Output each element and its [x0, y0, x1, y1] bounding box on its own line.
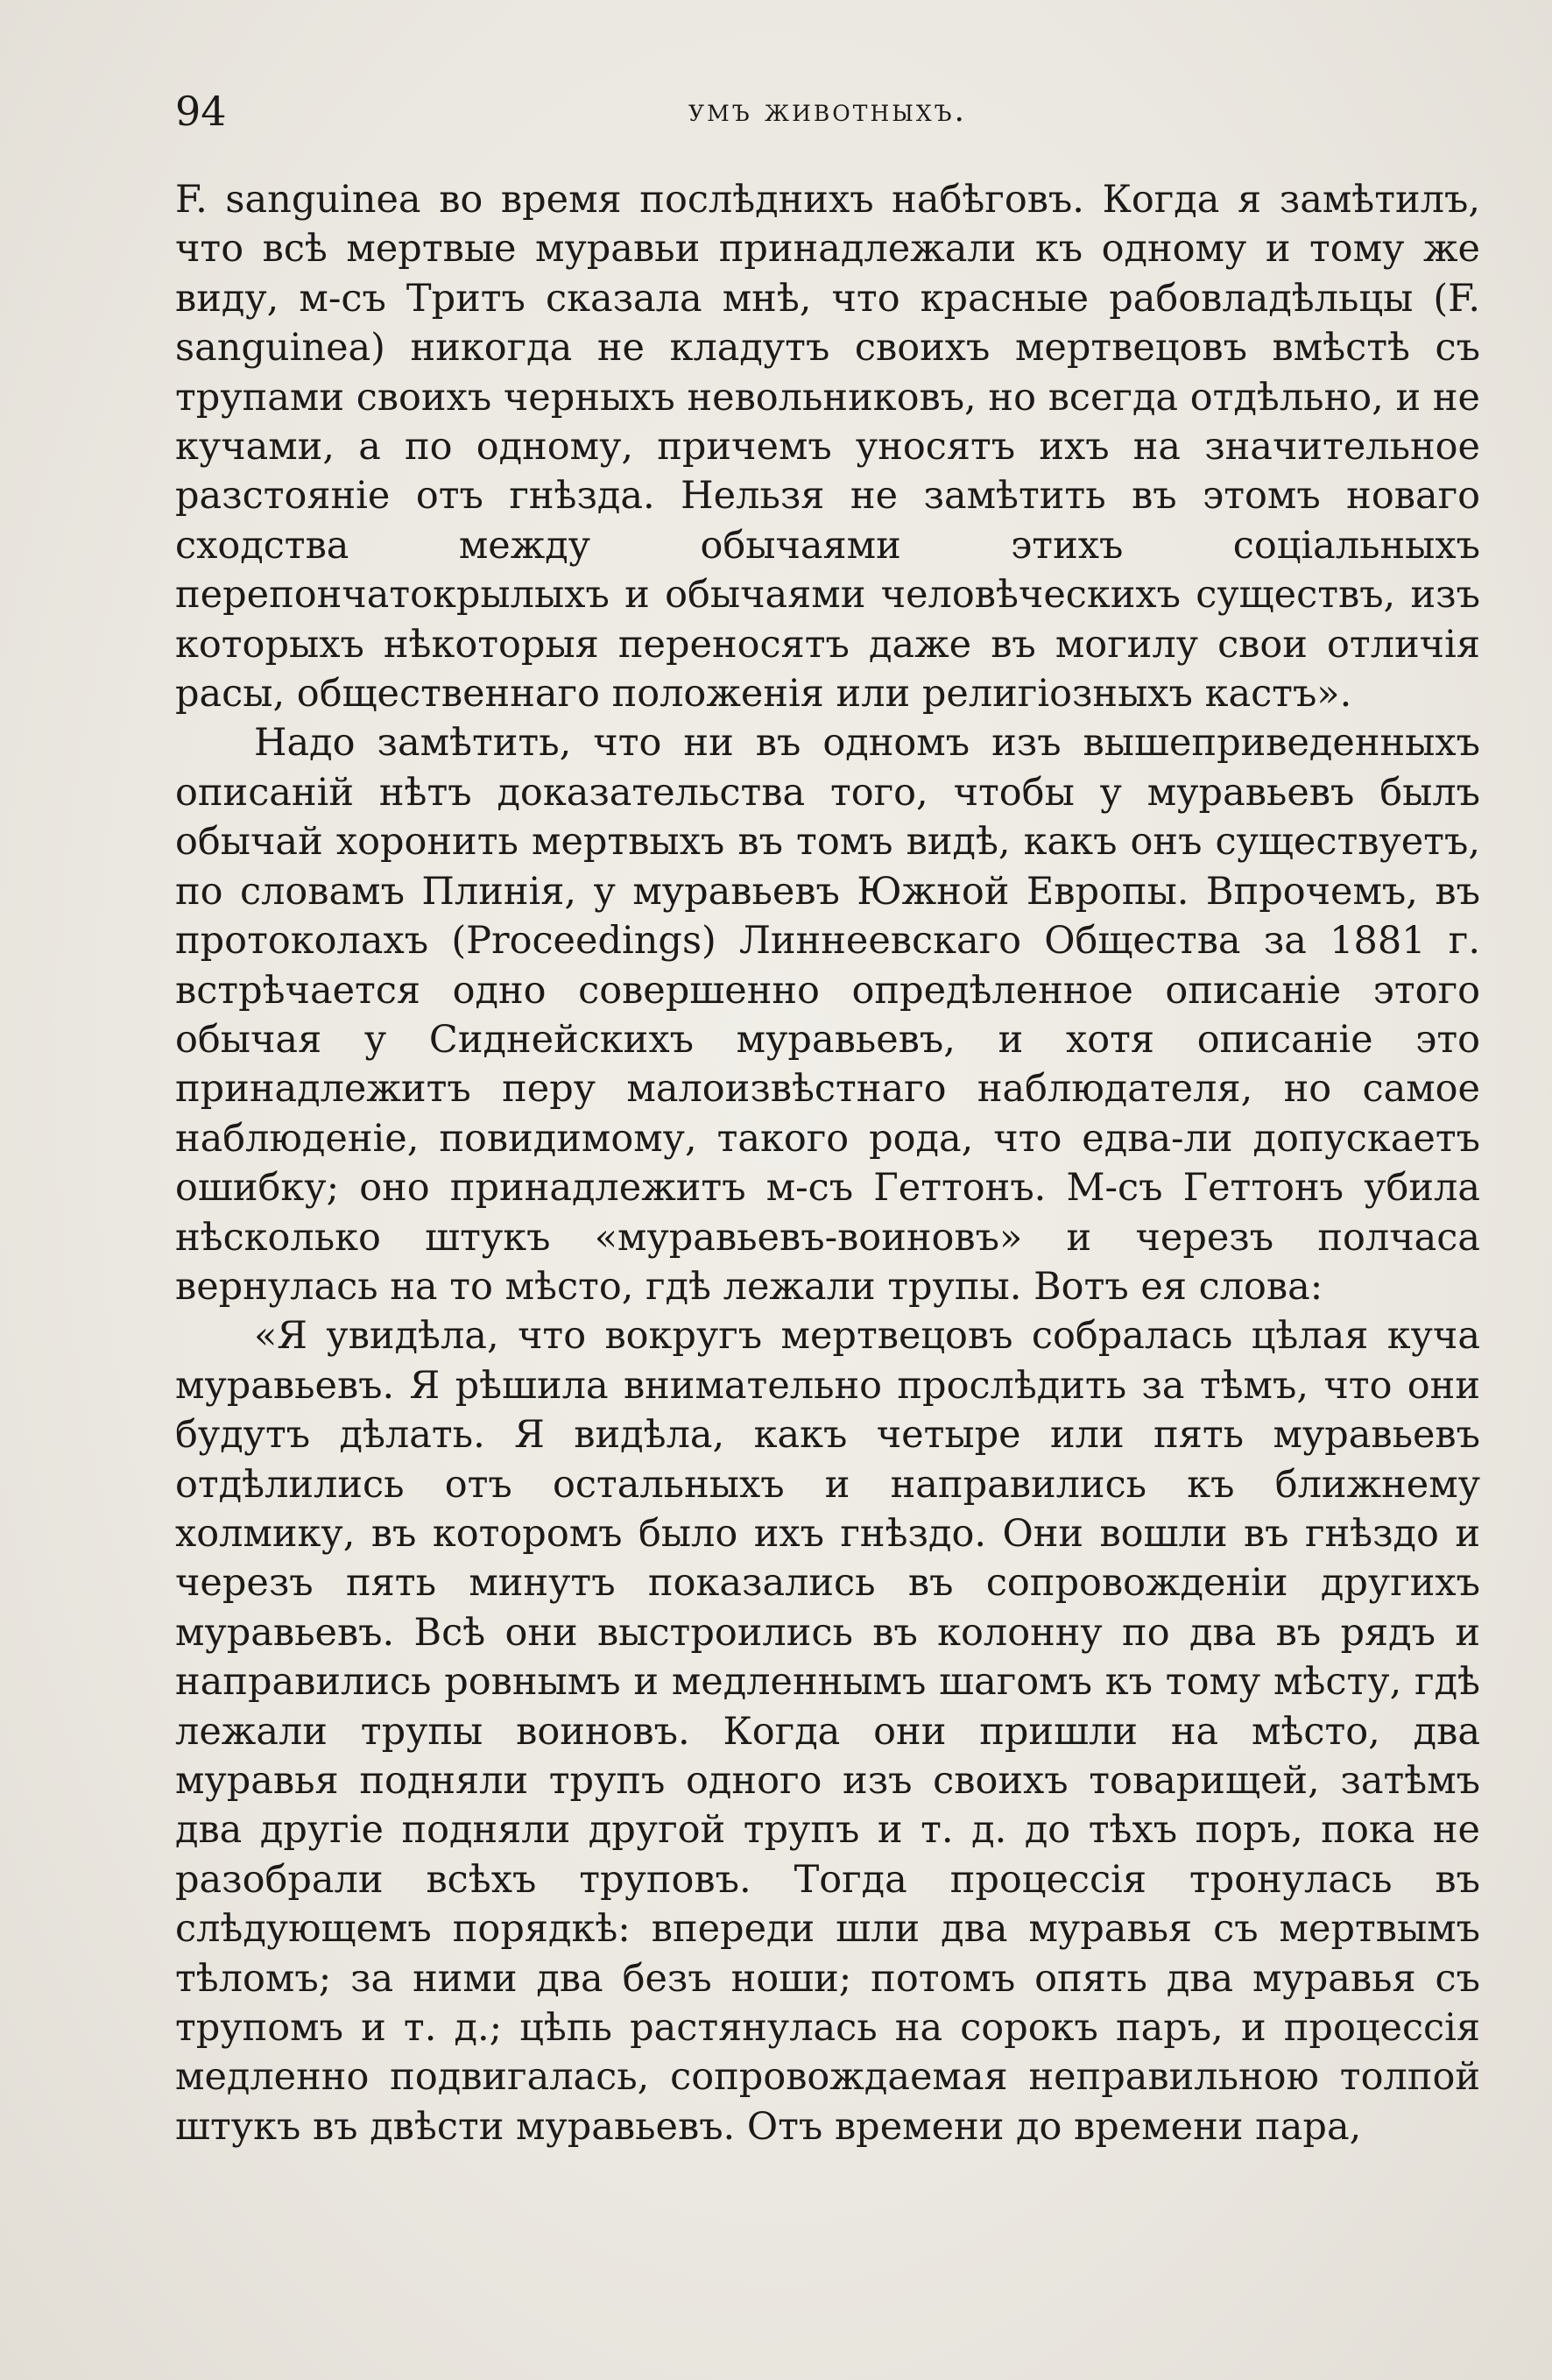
paragraph-2: Надо замѣтить, что ни въ одномъ изъ вышеприведенныхъ описаній нѣтъ доказательства того, чтобы у муравьевъ былъ обычай хоронить мертвыхъ въ томъ видѣ, какъ онъ существуетъ, по словамъ Плинія, у муравьевъ Южной Европы. Впрочемъ, въ протоколахъ (Proceedings) Линнеевскаго Общества за 1881 г. встрѣчается одно совершенно опредѣленное описаніе этого обычая у Сиднейскихъ муравьевъ, и хотя описаніе это принадлежитъ перу малоизвѣстнаго наблюдателя, но самое наблюденіе, повидимому, такого рода, что едва-ли допускаетъ ошибку; оно принадлежитъ м-съ Геттонъ. М-съ Геттонъ убила нѣсколько штукъ «муравьевъ-воиновъ» и черезъ полчаса вернулась на то мѣсто, гдѣ лежали трупы. Вотъ ея слова: [175, 721, 1480, 1309]
paragraph-3-quote: «Я увидѣла, что вокругъ мертвецовъ собралась цѣлая куча муравьевъ. Я рѣшила внимательно прослѣдить за тѣмъ, что они будутъ дѣлать. Я видѣла, какъ четыре или пять муравьевъ отдѣлились отъ остальныхъ и направились къ ближнему холмику, въ которомъ было ихъ гнѣздо. Они вошли въ гнѣздо и черезъ пять минутъ показались въ сопровожденіи другихъ муравьевъ. Всѣ они выстроились въ колонну по два въ рядъ и направились ровнымъ и медленнымъ шагомъ къ тому мѣсту, гдѣ лежали трупы воиновъ. Когда они пришли на мѣсто, два муравья подняли трупъ одного изъ своихъ товарищей, затѣмъ два другіе подняли другой трупъ и т. д. до тѣхъ поръ, пока не разобрали всѣхъ труповъ. Тогда процессія тронулась въ слѣдующемъ порядкѣ: впереди шли два муравья съ мертвымъ тѣломъ; за ними два безъ ноши; потомъ опять два муравья съ трупомъ и т. д.; цѣпь растянулась на сорокъ паръ, и процессія медленно подвигалась, сопровождаемая неправильною толпой штукъ въ двѣсти муравьевъ. Отъ времени до времени пара, [175, 1314, 1480, 2149]
running-head: умъ животныхъ. [688, 93, 967, 129]
paragraph-1: F. sanguinea во время послѣднихъ набѣговъ. Когда я замѣтилъ, что всѣ мертвые муравьи принадлежали къ одному и тому же виду, м-съ Тритъ сказала мнѣ, что красные рабовладѣльцы (F. sanguinea) никогда не кладутъ своихъ мертвецовъ вмѣстѣ съ трупами своихъ черныхъ невольниковъ, но всегда отдѣльно, и не кучами, а по одному, причемъ уносятъ ихъ на значительное разстояніе отъ гнѣзда. Нельзя не замѣтить въ этомъ новаго сходства между обычаями этихъ соціальныхъ перепончатокрылыхъ и обычаями человѣческихъ существъ, изъ которыхъ нѣкоторыя переносятъ даже въ могилу свои отличія расы, общественнаго положенія или религіозныхъ кастъ». [175, 178, 1480, 717]
page-header [175, 81, 1480, 142]
body-text [175, 175, 1480, 2151]
page-number: 94 [175, 88, 227, 135]
